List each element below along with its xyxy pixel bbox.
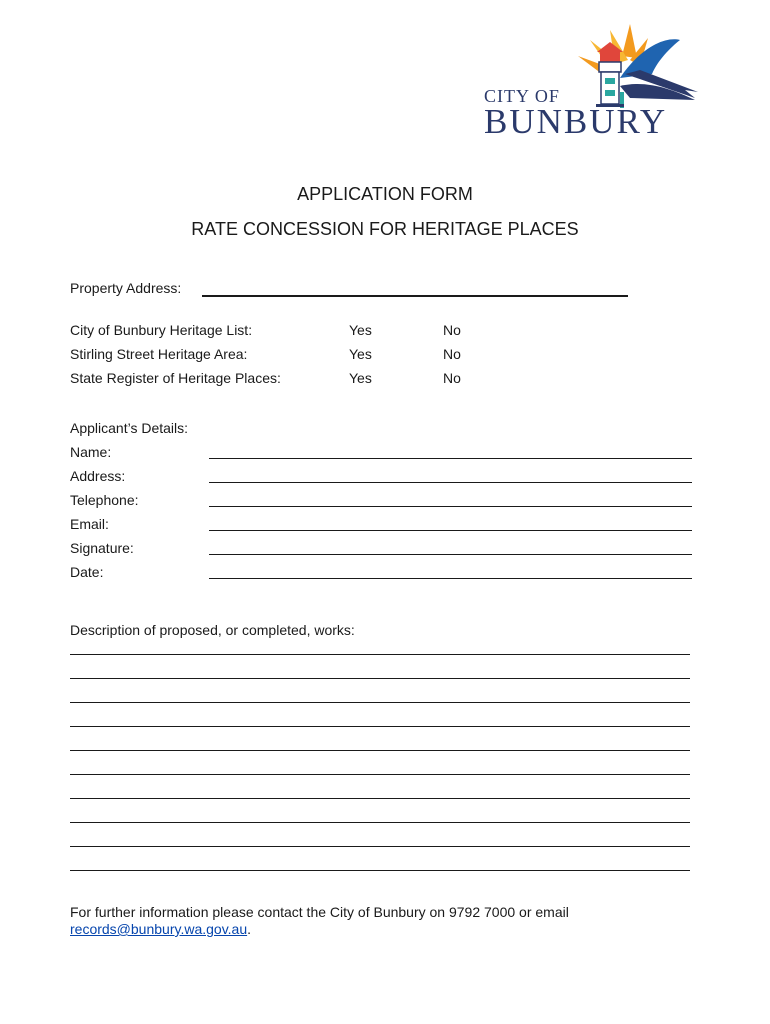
stirling-area-no[interactable]: No	[443, 346, 461, 362]
stirling-area-label: Stirling Street Heritage Area:	[70, 346, 248, 362]
description-line[interactable]	[70, 688, 690, 703]
description-line[interactable]	[70, 832, 690, 847]
name-label: Name:	[70, 444, 112, 460]
email-label: Email:	[70, 516, 109, 532]
description-label: Description of proposed, or completed, works:	[70, 622, 355, 638]
stirling-area-yes[interactable]: Yes	[349, 346, 372, 362]
description-line[interactable]	[70, 712, 690, 727]
state-register-no[interactable]: No	[443, 370, 461, 386]
description-line[interactable]	[70, 664, 690, 679]
footer-contact-text: For further information please contact the City of Bunbury on 9792 7000 or email	[70, 904, 569, 920]
property-address-label: Property Address:	[70, 280, 182, 296]
description-line[interactable]	[70, 760, 690, 775]
state-register-yes[interactable]: Yes	[349, 370, 372, 386]
applicant-heading: Applicant’s Details:	[70, 420, 189, 436]
heritage-list-no[interactable]: No	[443, 322, 461, 338]
address-label: Address:	[70, 468, 126, 484]
state-register-label: State Register of Heritage Places:	[70, 370, 281, 386]
city-logo	[470, 18, 710, 148]
description-line[interactable]	[70, 640, 690, 655]
signature-label: Signature:	[70, 540, 134, 556]
telephone-label: Telephone:	[70, 492, 139, 508]
name-field[interactable]	[209, 444, 692, 459]
property-address-field[interactable]	[202, 281, 628, 297]
date-label: Date:	[70, 564, 104, 580]
heritage-list-label: City of Bunbury Heritage List:	[70, 322, 253, 338]
description-line[interactable]	[70, 808, 690, 823]
form-subtitle: RATE CONCESSION FOR HERITAGE PLACES	[191, 219, 579, 239]
form-title: APPLICATION FORM	[297, 184, 473, 204]
logo-city-of: CITY OF	[484, 86, 560, 106]
footer-period: .	[247, 921, 252, 937]
address-field[interactable]	[209, 468, 692, 483]
description-line[interactable]	[70, 784, 690, 799]
signature-field[interactable]	[209, 540, 692, 555]
date-field[interactable]	[209, 564, 692, 579]
email-field[interactable]	[209, 516, 692, 531]
email-link[interactable]: records@bunbury.wa.gov.au	[70, 921, 248, 937]
description-line[interactable]	[70, 856, 690, 871]
heritage-list-yes[interactable]: Yes	[349, 322, 372, 338]
telephone-field[interactable]	[209, 492, 692, 507]
footer-email-line	[70, 921, 251, 937]
logo-bunbury: BUNBURY	[484, 102, 668, 141]
description-line[interactable]	[70, 736, 690, 751]
